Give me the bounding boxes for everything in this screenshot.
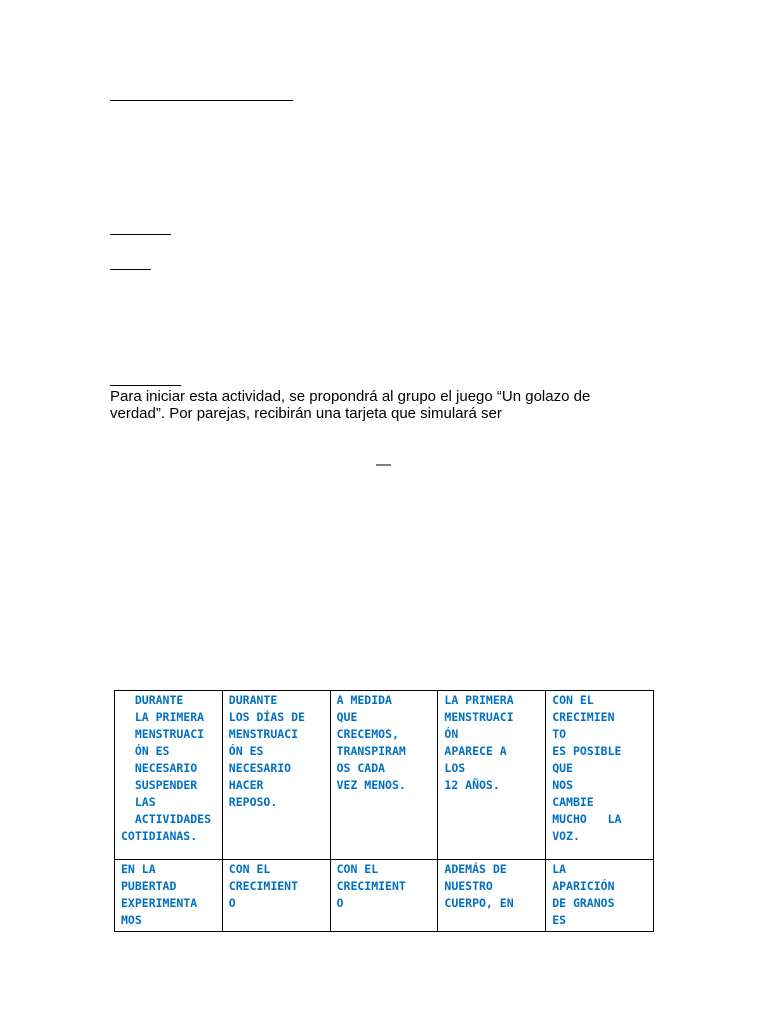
card-cell: DURANTE LA PRIMERA MENSTRUACI ÓN ES NECESARIO SUSPENDER LAS ACTIVIDADES COTIDIANAS. xyxy=(115,691,223,860)
short-underline-1 xyxy=(110,234,171,235)
heading-underline xyxy=(110,100,293,101)
dash-mark: — xyxy=(376,456,391,473)
short-underline-2 xyxy=(110,269,151,270)
card-cell: ADEMÁS DE NUESTRO CUERPO, EN xyxy=(438,860,546,932)
card-cell: CON EL CRECIMIENT O xyxy=(330,860,438,932)
card-cell: DURANTE LOS DÍAS DE MENSTRUACI ÓN ES NECESARIO HACER REPOSO. xyxy=(222,691,330,860)
cards-table xyxy=(114,690,654,932)
card-cell: LA APARICIÓN DE GRANOS ES xyxy=(546,860,654,932)
card-cell: CON EL CRECIMIEN TO ES POSIBLE QUE NOS CAMBIE MUCHO LA VOZ. xyxy=(546,691,654,860)
card-cell: LA PRIMERA MENSTRUACI ÓN APARECE A LOS 12 AÑOS. xyxy=(438,691,546,860)
card-cell: EN LA PUBERTAD EXPERIMENTA MOS xyxy=(115,860,223,932)
card-cell: CON EL CRECIMIENT O xyxy=(222,860,330,932)
intro-paragraph: Para iniciar esta actividad, se propondrá al grupo el juego “Un golazo de verdad”. Por parejas, recibirán una tarjeta que simulará ser xyxy=(110,388,591,422)
table-row xyxy=(115,860,654,932)
table-row xyxy=(115,691,654,860)
card-cell: A MEDIDA QUE CRECEMOS, TRANSPIRAM OS CADA VEZ MENOS. xyxy=(330,691,438,860)
section-underline xyxy=(110,385,181,386)
